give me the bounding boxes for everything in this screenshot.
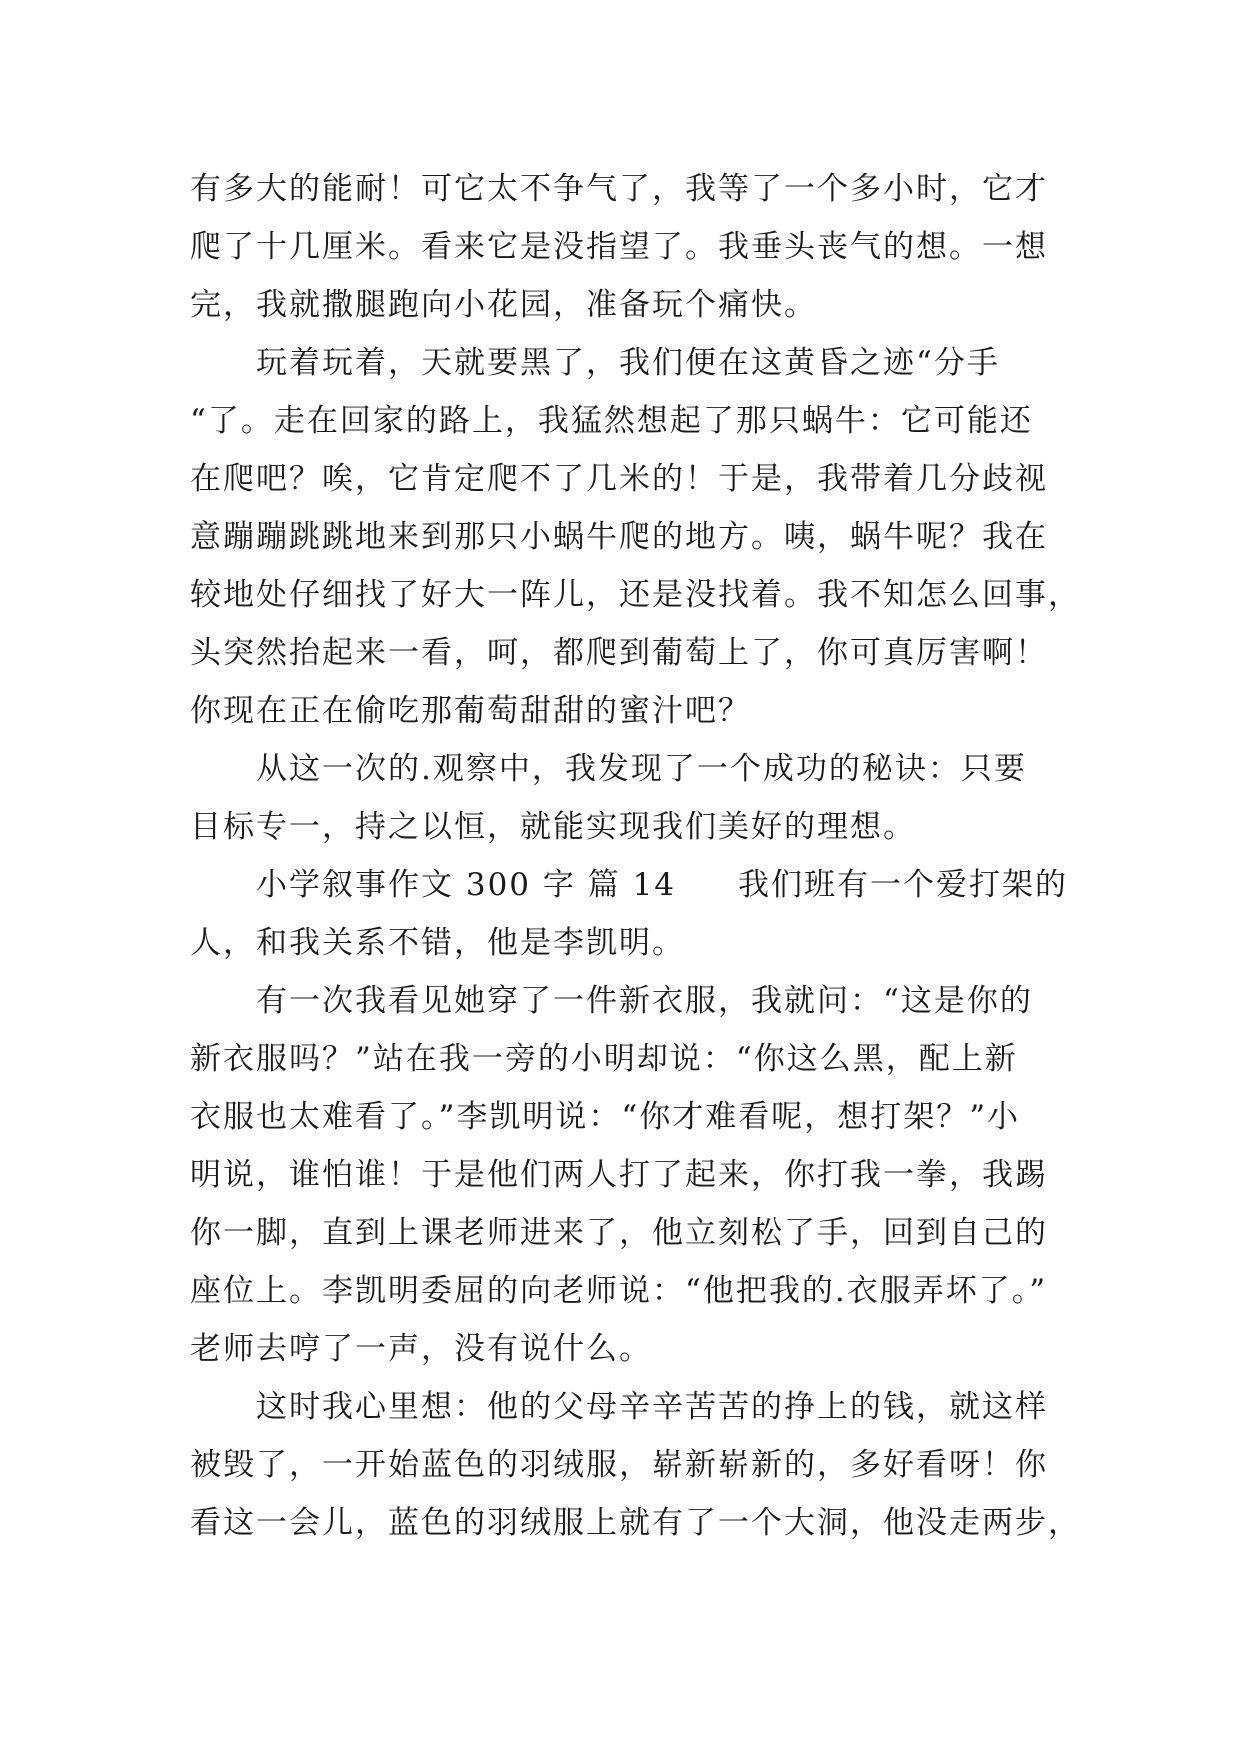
text-line: 你一脚，直到上课老师进来了，他立刻松了手，回到自己的 <box>190 1215 1048 1251</box>
text-line: 看这一会儿，蓝色的羽绒服上就有了一个大洞，他没走两步， <box>190 1505 1081 1541</box>
paragraph-start-line: 有一次我看见她穿了一件新衣服，我就问：“这是你的 <box>256 983 1033 1019</box>
text-line: 人，和我关系不错，他是李凯明。 <box>190 925 685 961</box>
document-body <box>190 160 1081 1552</box>
text-line: 头突然抬起来一看，呵，都爬到葡萄上了，你可真厉害啊！ <box>190 635 1048 671</box>
paragraph-start-line: 从这一次的.观察中，我发现了一个成功的秘诀：只要 <box>256 751 1027 787</box>
text-line: 在爬吧？唉，它肯定爬不了几米的！于是，我带着几分歧视 <box>190 461 1048 497</box>
text-line: 意蹦蹦跳跳地来到那只小蜗牛爬的地方。咦，蜗牛呢？我在 <box>190 519 1048 555</box>
paragraph-start-line: 这时我心里想：他的父母辛辛苦苦的挣上的钱，就这样 <box>256 1389 1048 1425</box>
text-line: 衣服也太难看了。”李凯明说：“你才难看呢，想打架？”小 <box>190 1099 1021 1135</box>
text-line: 较地处仔细找了好大一阵儿，还是没找着。我不知怎么回事， <box>190 577 1081 613</box>
section-heading: 小学叙事作文 300 字 篇 14 <box>256 867 677 903</box>
text-line: 明说，谁怕谁！于是他们两人打了起来，你打我一拳，我踢 <box>190 1157 1048 1193</box>
text-line: 爬了十几厘米。看来它是没指望了。我垂头丧气的想。一想 <box>190 229 1048 265</box>
text-line: “了。走在回家的路上，我猛然想起了那只蜗牛：它可能还 <box>190 403 1033 439</box>
text-line: 新衣服吗？”站在我一旁的小明却说：“你这么黑，配上新 <box>190 1041 1018 1077</box>
section-heading-line <box>190 856 1069 914</box>
text-line: 被毁了，一开始蓝色的羽绒服，崭新崭新的，多好看呀！你 <box>190 1447 1048 1483</box>
text-line: 老师去哼了一声，没有说什么。 <box>190 1331 652 1367</box>
paragraph-start-line: 玩着玩着，天就要黑了，我们便在这黄昏之迹“分手 <box>256 345 1000 381</box>
section-first-text: 我们班有一个爱打架的 <box>738 867 1069 903</box>
text-line: 你现在正在偷吃那葡萄甜甜的蜜汁吧？ <box>190 693 751 729</box>
text-line: 有多大的能耐！可它太不争气了，我等了一个多小时，它才 <box>190 171 1048 207</box>
text-line: 目标专一，持之以恒，就能实现我们美好的理想。 <box>190 809 916 845</box>
text-line: 座位上。李凯明委屈的向老师说：“他把我的.衣服弄坏了。” <box>190 1273 1048 1309</box>
text-line: 完，我就撒腿跑向小花园，准备玩个痛快。 <box>190 287 817 323</box>
